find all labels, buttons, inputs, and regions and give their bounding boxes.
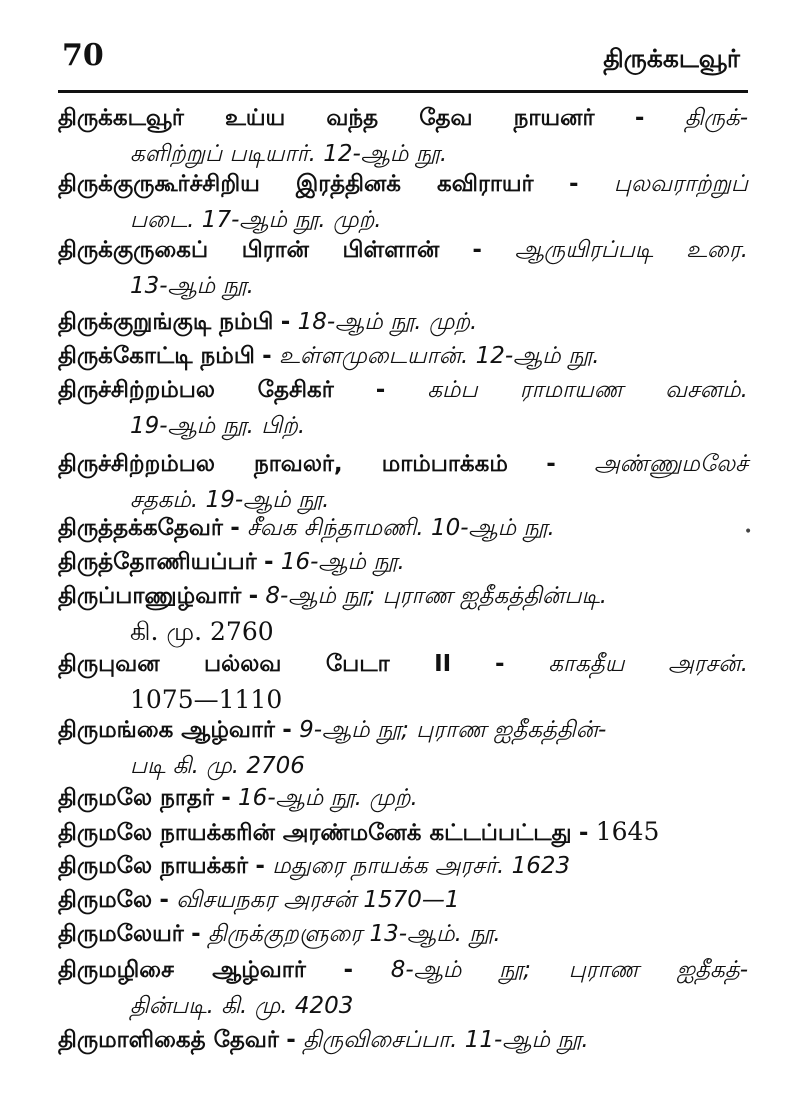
entry-first-line: திருச்சிற்றம்பல நாவலர், மாம்பாக்கம் - அண்ணுமலேச் [58,451,748,477]
entry [58,882,748,918]
entry-headword: திருபுவன பல்லவ பேடா II [58,651,452,677]
entry-first-line: திருமலே நாயக்கர் - மதுரை நாயக்க அரசர். 1623 [58,853,571,879]
entry-first-line: திருமலே - விசயநகர அரசன் 1570—1 [58,887,460,913]
entry-description: உள்ளமுடையான். 12-ஆம் நூ. [278,343,600,369]
entry-first-line: திருமாளிகைத் தேவர் - திருவிசைப்பா. 11-ஆம் நூ. [58,1027,589,1053]
entry-headword: திருப்பாணுழ்வார் [58,583,242,609]
running-head: திருக்கடவூர் [603,44,740,73]
entry [58,510,748,546]
entry-headword: திருமழிசை ஆழ்வார் [58,957,306,983]
entry-headword: திருமலேயர் [58,921,184,947]
entry-description: புலவராற்றுப் [613,171,748,197]
entry [58,712,748,784]
entry-continuation: சதகம். 19-ஆம் நூ. [130,487,330,513]
entry-continuation: களிற்றுப் படியார். 12-ஆம் நூ. [130,141,448,167]
entry-first-line: திருபுவன பல்லவ பேடா II - காகதீய அரசன். [58,651,749,677]
entry-first-line: திருமழிசை ஆழ்வார் - 8-ஆம் நூ; புராண ஐதீகத்- [58,957,749,983]
entry-first-line: திருமலேயர் - திருக்குறளுரை 13-ஆம். நூ. [58,921,501,947]
entry-first-line: திருச்சிற்றம்பல தேசிகர் - கம்ப ராமாயண வசனம். [58,377,748,403]
entry-first-line: திருத்தக்கதேவர் - சீவக சிந்தாமணி. 10-ஆம் நூ. [58,515,555,541]
entry-headword: திருக்குறுங்குடி நம்பி [58,309,274,335]
entry-continuation: 19-ஆம் நூ. பிற். [130,413,306,439]
entry-headword: திருச்சிற்றம்பல தேசிகர் [58,377,334,403]
entry-headword: திருமலே நாதர் [58,785,214,811]
ink-speck: • [744,524,753,540]
entry-headword: திருமலே [58,887,153,913]
entry-description: திருக்- [684,105,749,131]
entry [58,916,748,952]
entry [58,544,748,580]
entry-description: அண்ணுமலேச் [594,451,748,477]
entry [58,848,748,884]
entry-first-line: திருமங்கை ஆழ்வார் - 9-ஆம் நூ; புராண ஐதீகத்தின்- [58,717,607,743]
entry-headword: திருக்கோட்டி நம்பி [58,343,255,369]
entry-headword: திருக்குருகூர்ச்சிறிய இரத்தினக் கவிராயர் [58,171,534,197]
entry-continuation: 1075—1110 [130,685,283,714]
entry-description: காகதீய அரசன். [548,651,749,677]
page-number: 70 [62,38,104,73]
entry [58,952,748,1024]
entry-first-line: திருப்பாணுழ்வார் - 8-ஆம் நூ; புராண ஐதீகத்தின்படி. [58,583,608,609]
entry-headword: திருக்குருகைப் பிரான் பிள்ளான் [58,237,440,263]
entry [58,1022,748,1058]
entry [58,446,748,518]
entry-headword: திருமங்கை ஆழ்வார் [58,717,275,743]
entry [58,646,748,718]
entry-headword: திருமாளிகைத் தேவர் [58,1027,279,1053]
entry-description: சீவக சிந்தாமணி. 10-ஆம் நூ. [247,515,555,541]
entry [58,338,748,374]
entry [58,372,748,444]
entry [58,166,748,238]
entry-description: திருவிசைப்பா. 11-ஆம் நூ. [303,1027,589,1053]
entry [58,232,748,304]
entry-headword: திருச்சிற்றம்பல நாவலர், மாம்பாக்கம் [58,451,508,477]
entry-description: 8-ஆம் நூ; புராண ஐதீகத்- [390,957,749,983]
entry-description: ஆருயிரப்படி உரை. [514,237,749,263]
entry-description: கம்ப ராமாயண வசனம். [427,377,748,403]
entry-first-line: திருக்கடவூர் உய்ய வந்த தேவ நாயனர் - திருக்- [58,105,749,131]
entry-continuation: தின்படி. கி. மு. 4203 [130,993,354,1019]
entry-description: 16-ஆம் நூ. முற். [238,785,418,811]
entry-continuation: 13-ஆம் நூ. [130,273,254,299]
entry [58,578,748,650]
entry-description: 16-ஆம் நூ. [280,549,405,575]
entry-headword: திருமலே நாயக்கரின் அரண்மனேக் கட்டப்பட்டது [58,820,572,846]
entry-description: 1645 [595,817,660,846]
entry-first-line: திருக்குருகூர்ச்சிறிய இரத்தினக் கவிராயர் - புலவராற்றுப் [58,171,748,197]
entry-headword: திருத்தக்கதேவர் [58,515,223,541]
entry-first-line: திருமலே நாயக்கரின் அரண்மனேக் கட்டப்பட்டது - 1645 [58,817,660,846]
entry-headword: திருமலே நாயக்கர் [58,853,249,879]
entry-description: 18-ஆம் நூ. முற். [297,309,478,335]
entry-first-line: திருமலே நாதர் - 16-ஆம் நூ. முற். [58,785,418,811]
entry-continuation: படி கி. மு. 2706 [130,753,305,779]
entry-description: 9-ஆம் நூ; புராண ஐதீகத்தின்- [299,717,607,743]
entry-continuation: கி. மு. 2760 [130,617,274,646]
entry-description: திருக்குறளுரை 13-ஆம். நூ. [208,921,501,947]
entry-first-line: திருத்தோணியப்பர் - 16-ஆம் நூ. [58,549,405,575]
entry [58,304,748,340]
entry-continuation: படை. 17-ஆம் நூ. முற். [130,207,382,233]
entry-first-line: திருக்கோட்டி நம்பி - உள்ளமுடையான். 12-ஆம் நூ. [58,343,600,369]
entry-first-line: திருக்குருகைப் பிரான் பிள்ளான் - ஆருயிரப்படி உரை. [58,237,749,263]
entry-description: மதுரை நாயக்க அரசர். 1623 [272,853,571,879]
entry-first-line: திருக்குறுங்குடி நம்பி - 18-ஆம் நூ. முற். [58,309,478,335]
entry-description: 8-ஆம் நூ; புராண ஐதீகத்தின்படி. [265,583,608,609]
entry-description: விசயநகர அரசன் 1570—1 [176,887,460,913]
entry [58,780,748,816]
entry [58,814,748,851]
entry-headword: திருக்கடவூர் உய்ய வந்த தேவ நாயனர் [58,105,595,131]
entry [58,100,748,172]
entry-headword: திருத்தோணியப்பர் [58,549,257,575]
